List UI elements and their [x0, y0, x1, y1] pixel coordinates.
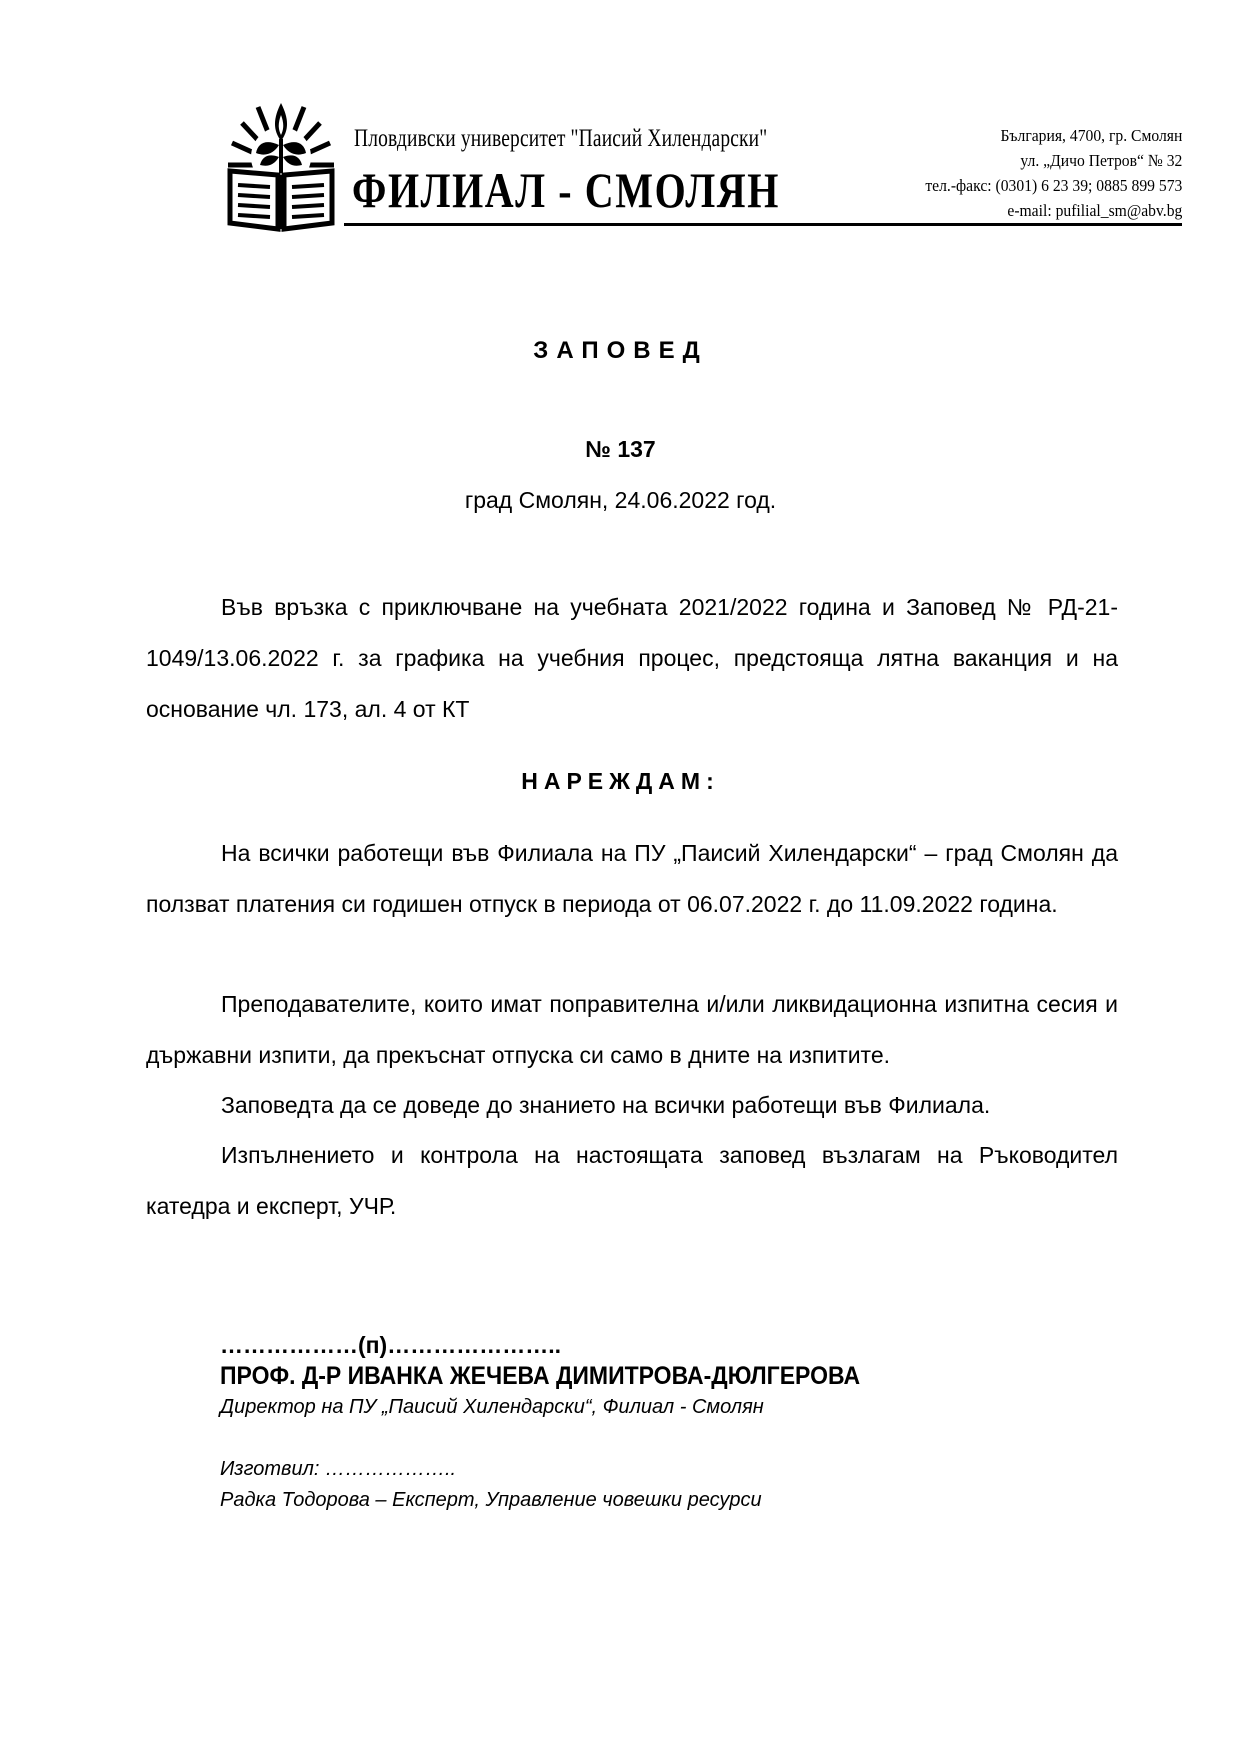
- order-paragraph-2: Преподавателите, които имат поправителна и/или ликвидационна изпитна сесия и държавни изпити, да прекъснат отпуска си само в дните на изпитите.: [146, 991, 1118, 1068]
- prepared-by-line: Изготвил: ………………..: [220, 1458, 457, 1480]
- order-heading: НАРЕЖДАМ:: [521, 768, 720, 794]
- order-paragraph-4: Изпълнението и контрола на настоящата заповед възлагам на Ръководител катедра и експерт, УЧР.: [146, 1142, 1118, 1219]
- contact-address: България, 4700, гр. Смолян: [1000, 126, 1182, 145]
- order-paragraph-1: На всички работещи във Филиала на ПУ „Паисий Хилендарски“ – град Смолян да ползват платения си годишен отпуск в периода от 06.07.2022 г. до 11.09.2022 година.: [146, 840, 1118, 917]
- contact-block: [903, 123, 1182, 223]
- contact-phone: тел.-факс: (0301) 6 23 39; 0885 899 573: [925, 176, 1182, 195]
- signatory-name: ПРОФ. Д-Р ИВАНКА ЖЕЧЕВА ДИМИТРОВА-ДЮЛГЕРОВА: [220, 1362, 861, 1390]
- signature-block: [220, 1330, 1120, 1516]
- preamble-paragraph: Във връзка с приключване на учебната 2021/2022 година и Заповед № РД-21-1049/13.06.2022 г. за графика на учебния процес, предстояща лятна ваканция и на основание чл. 173, ал. 4 от КТ: [146, 594, 1118, 722]
- document-place-date: град Смолян, 24.06.2022 год.: [464, 487, 777, 513]
- signatory-position: Директор на ПУ „Паисий Хилендарски“, Филиал - Смолян: [220, 1396, 764, 1418]
- contact-email: e-mail: pufilial_sm@abv.bg: [1007, 201, 1182, 220]
- university-logo-icon: [222, 95, 340, 233]
- signature-line: ………………(п)…………………..: [220, 1332, 561, 1358]
- document-title: ЗАПОВЕД: [533, 337, 708, 364]
- header-divider: [344, 223, 1182, 226]
- document-number: № 137: [585, 436, 656, 462]
- branch-name: ФИЛИАЛ - СМОЛЯН: [352, 162, 780, 218]
- contact-street: ул. „Дичо Петров“ № 32: [1020, 151, 1182, 170]
- prepared-by: [220, 1454, 1120, 1516]
- preparer-name: Радка Тодорова – Експерт, Управление човешки ресурси: [220, 1489, 762, 1511]
- university-name: Пловдивски университет "Паисий Хилендарски": [354, 125, 768, 152]
- letterhead: [222, 95, 1182, 235]
- order-paragraph-3: Заповедта да се доведе до знанието на всички работещи във Филиала.: [221, 1092, 991, 1118]
